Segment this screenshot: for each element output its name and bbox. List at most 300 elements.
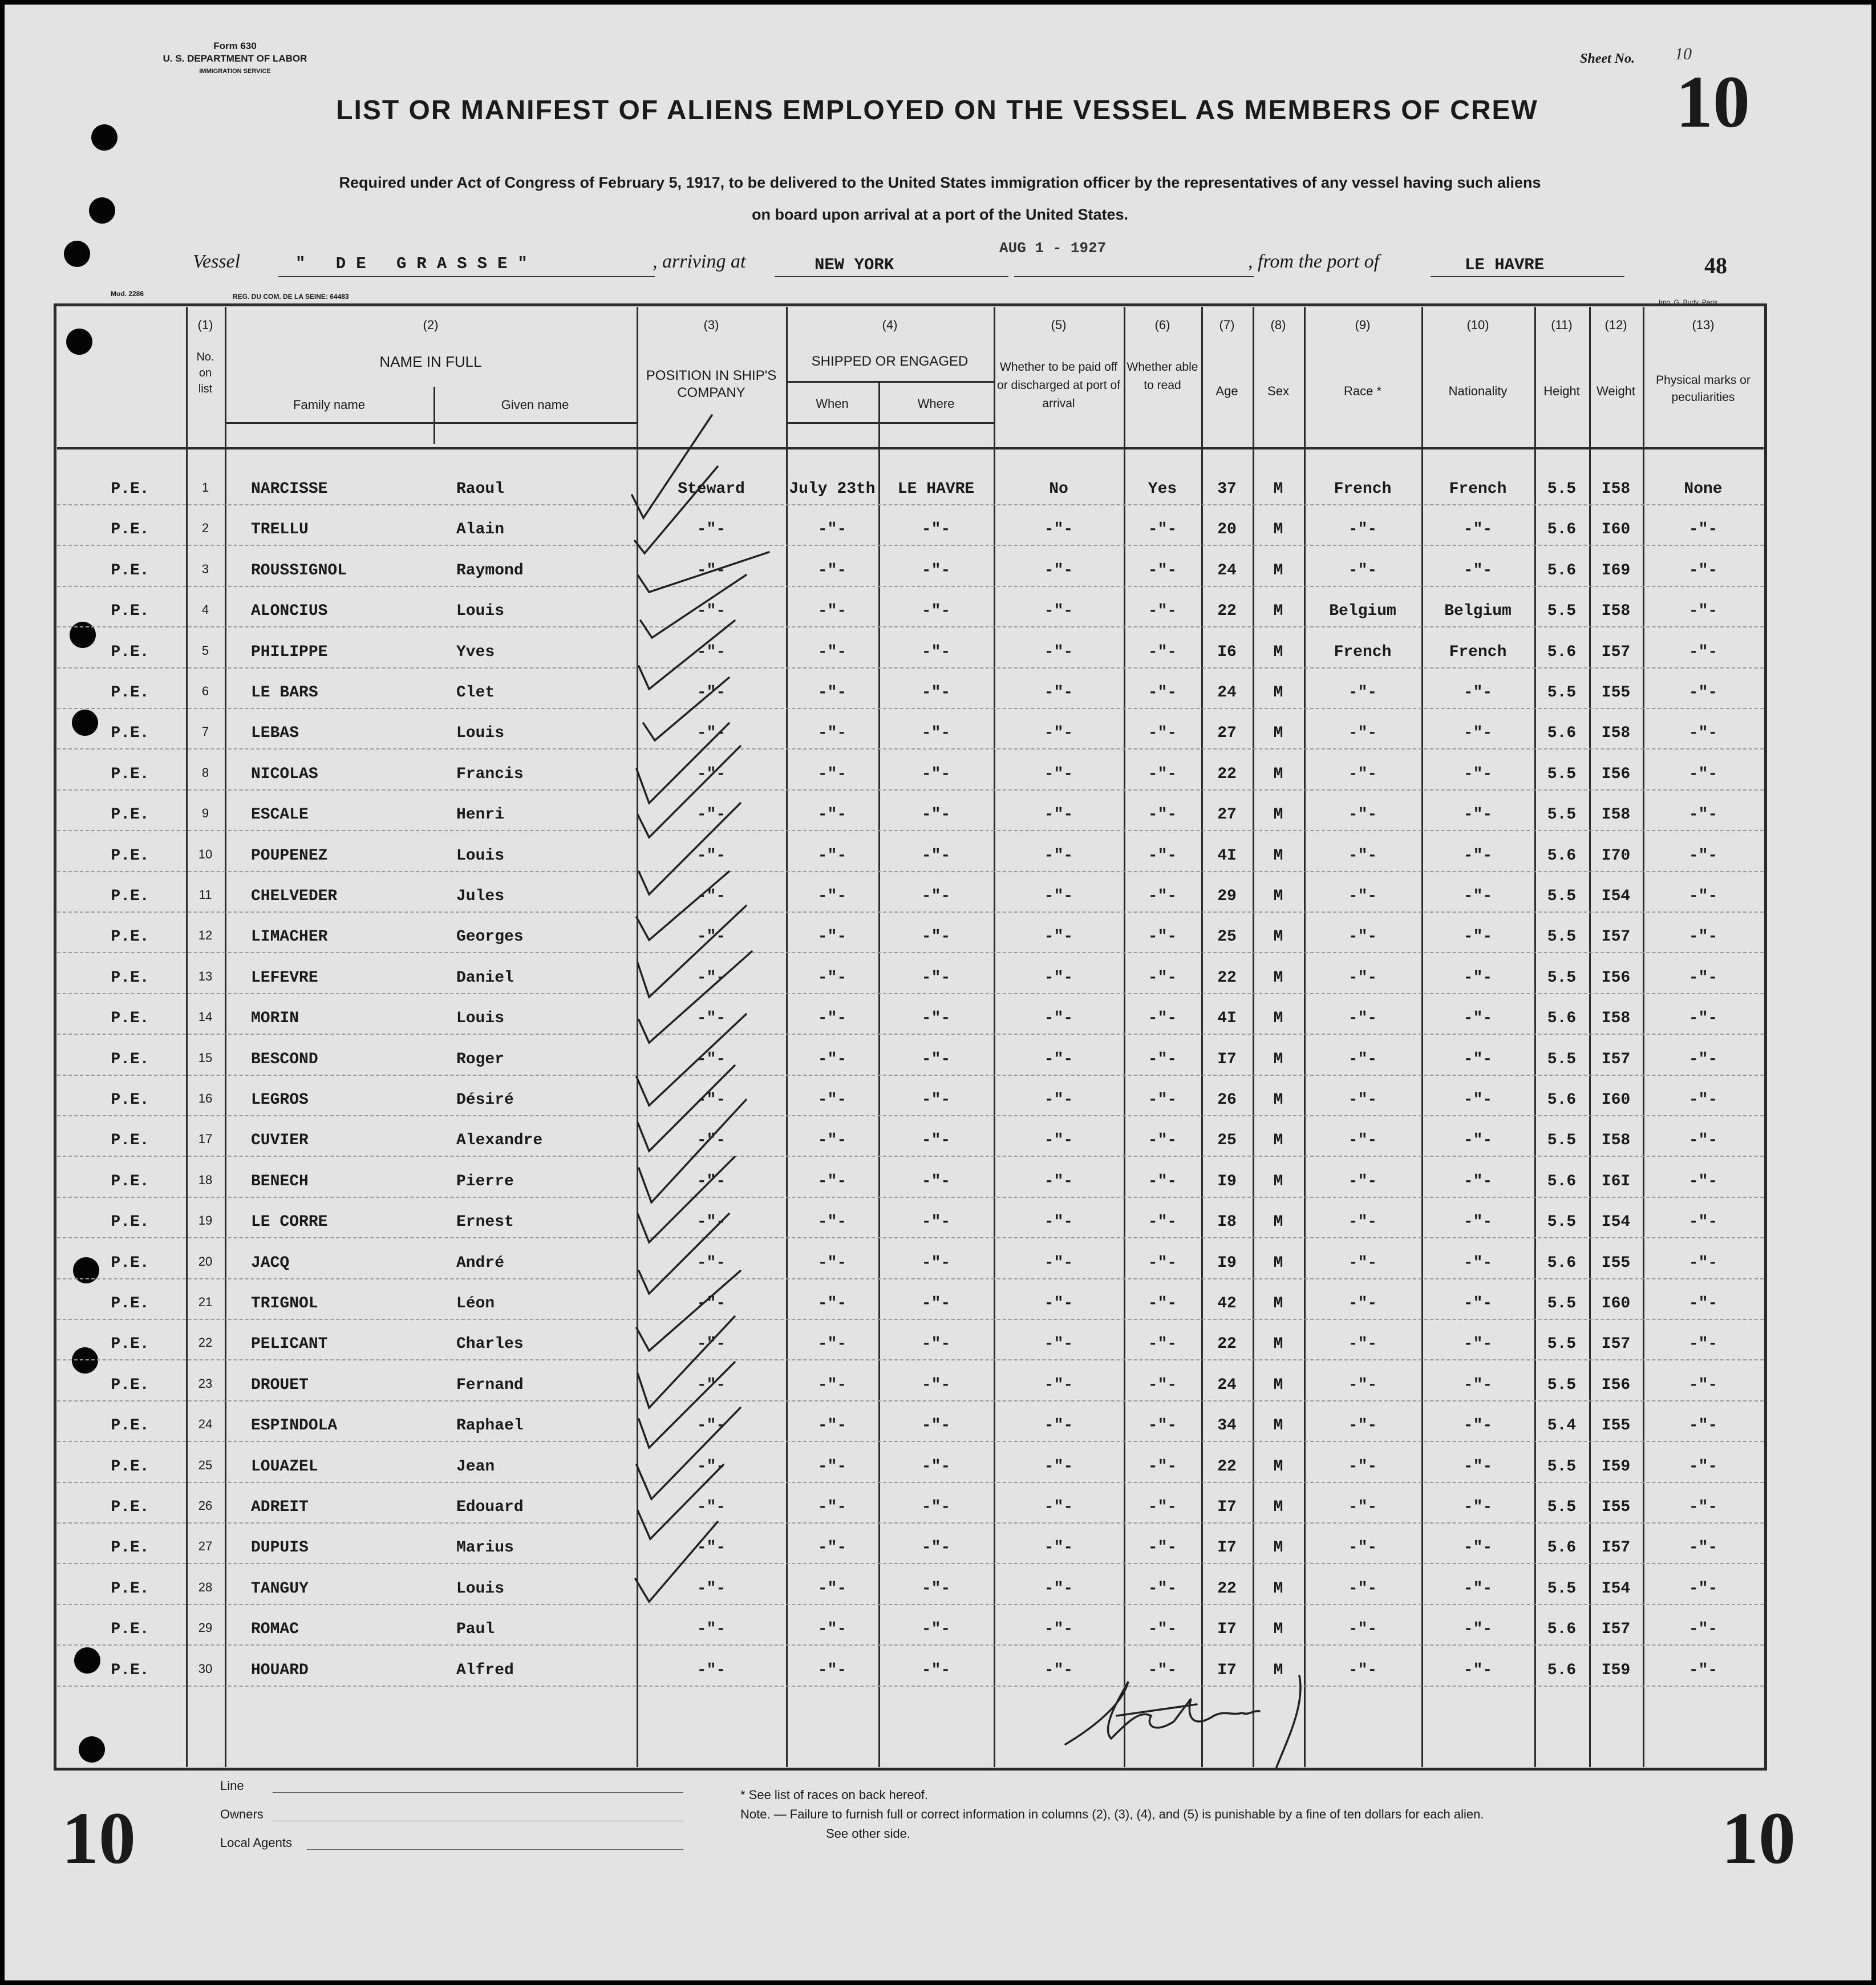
cell-when: -"-	[817, 1621, 847, 1638]
cell-paid: -"-	[1044, 1010, 1073, 1027]
cell-given: André	[456, 1254, 505, 1272]
cell-height: 5.4	[1547, 1417, 1577, 1435]
cell-height: 5.5	[1547, 1213, 1577, 1231]
cell-pre: P.E.	[111, 480, 149, 498]
cell-when: -"-	[817, 1498, 847, 1516]
cell-when: -"-	[817, 684, 847, 702]
row-rule	[57, 1237, 1764, 1238]
manifest-page	[5, 5, 1871, 1980]
cell-pre: P.E.	[111, 724, 149, 742]
cell-given: Raoul	[456, 480, 505, 498]
cell-pre: P.E.	[111, 602, 149, 620]
cell-given: Louis	[456, 1010, 505, 1027]
cell-height: 5.5	[1547, 765, 1577, 783]
col-4-number: (4)	[882, 318, 898, 332]
cell-read: -"-	[1148, 1417, 1177, 1435]
checkmark	[638, 1465, 723, 1539]
mod-number: Mod. 2286	[111, 290, 144, 298]
cell-given: Edouard	[456, 1498, 524, 1516]
department: U. S. DEPARTMENT OF LABOR	[163, 53, 307, 64]
cell-marks: -"-	[1688, 1621, 1718, 1638]
cell-paid: -"-	[1044, 1539, 1073, 1557]
cell-pre: P.E.	[111, 888, 149, 905]
row-rule	[57, 1644, 1764, 1646]
cell-given: Pierre	[456, 1173, 514, 1190]
cell-sex: M	[1273, 1051, 1283, 1068]
cell-where: -"-	[921, 1662, 951, 1679]
cell-read: -"-	[1148, 1335, 1177, 1353]
cell-nat: -"-	[1463, 724, 1493, 742]
punch-hole	[91, 124, 117, 151]
cell-marks: -"-	[1688, 521, 1718, 538]
checkmark	[639, 1214, 729, 1294]
cell-sex: M	[1273, 1580, 1283, 1598]
cell-read: -"-	[1148, 1091, 1177, 1109]
cell-position: -"-	[696, 1254, 726, 1272]
cell-position: -"-	[696, 847, 726, 865]
row-rule	[57, 1075, 1764, 1076]
cell-read: -"-	[1148, 1051, 1177, 1068]
cell-nat: -"-	[1463, 1091, 1493, 1109]
cell-height: 5.6	[1547, 1173, 1577, 1190]
cell-position: -"-	[696, 521, 726, 538]
cell-paid: -"-	[1044, 684, 1073, 702]
cell-no: 22	[198, 1335, 213, 1350]
checkmark	[632, 415, 712, 518]
cell-marks: -"-	[1688, 684, 1718, 702]
cell-family: ESPINDOLA	[251, 1417, 338, 1435]
cell-family: JACQ	[251, 1254, 290, 1272]
cell-age: 27	[1217, 724, 1237, 742]
cell-no: 2	[201, 521, 209, 535]
cell-paid: -"-	[1044, 1417, 1073, 1435]
cell-sex: M	[1273, 1417, 1283, 1435]
cell-marks: -"-	[1688, 1662, 1718, 1679]
cell-nat: Belgium	[1444, 602, 1512, 620]
form-header	[127, 40, 343, 78]
col-13-header: Physical marks or peculiarities	[1656, 374, 1751, 404]
col-6-header: Whether able to read	[1127, 360, 1198, 392]
cell-marks: -"-	[1688, 1335, 1718, 1353]
cell-read: -"-	[1148, 1621, 1177, 1638]
cell-pre: P.E.	[111, 1539, 149, 1557]
cell-when: -"-	[817, 928, 847, 946]
cell-sex: M	[1273, 643, 1283, 661]
arriving-label: , arriving at	[653, 251, 746, 272]
cell-when: -"-	[817, 806, 847, 824]
cell-height: 5.5	[1547, 969, 1577, 987]
checkmarks-overlay	[603, 404, 803, 1693]
cell-read: -"-	[1148, 643, 1177, 661]
cell-family: LOUAZEL	[251, 1458, 318, 1476]
cell-race: -"-	[1348, 1662, 1377, 1679]
cell-family: POUPENEZ	[251, 847, 328, 865]
cell-position: -"-	[696, 969, 726, 987]
subtitle-line-2: on board upon arrival at a port of the United States.	[751, 206, 1129, 223]
cell-weight: I58	[1601, 1010, 1631, 1027]
punch-hole	[89, 197, 115, 224]
cell-where: -"-	[921, 847, 951, 865]
cell-weight: I55	[1601, 684, 1631, 702]
cell-race: -"-	[1348, 928, 1377, 946]
cell-when: -"-	[817, 1539, 847, 1557]
cell-where: -"-	[921, 888, 951, 905]
cell-height: 5.5	[1547, 480, 1577, 498]
cell-family: ROUSSIGNOL	[251, 562, 347, 580]
cell-no: 13	[198, 969, 213, 983]
row-rule	[57, 952, 1764, 953]
cell-when: -"-	[817, 724, 847, 742]
col-9-number: (9)	[1355, 318, 1371, 332]
cell-where: -"-	[921, 1173, 951, 1190]
cell-marks: -"-	[1688, 1458, 1718, 1476]
cell-sex: M	[1273, 1010, 1283, 1027]
cell-read: -"-	[1148, 521, 1177, 538]
col-5-header: Whether to be paid off or discharged at port of arrival	[997, 360, 1120, 410]
cell-when: -"-	[817, 602, 847, 620]
cell-sex: M	[1273, 806, 1283, 824]
cell-nat: -"-	[1463, 1662, 1493, 1679]
cell-no: 5	[201, 643, 209, 658]
cell-marks: -"-	[1688, 1213, 1718, 1231]
cell-age: 22	[1217, 1335, 1237, 1353]
cell-marks: -"-	[1688, 888, 1718, 905]
cell-age: 27	[1217, 806, 1237, 824]
cell-age: 4I	[1217, 1010, 1237, 1027]
cell-paid: -"-	[1044, 1458, 1073, 1476]
cell-race: -"-	[1348, 1458, 1377, 1476]
row-rule	[57, 1604, 1764, 1605]
cell-where: -"-	[921, 765, 951, 783]
cell-read: -"-	[1148, 724, 1177, 742]
cell-age: I6	[1217, 643, 1237, 661]
subtitle-line-1: Required under Act of Congress of February 5, 1917, to be delivered to the United States immigration officer by the representatives of any vessel having such aliens	[339, 174, 1541, 191]
checkmark	[637, 1408, 740, 1499]
cell-where: -"-	[921, 969, 951, 987]
from-port: LE HAVRE	[1465, 256, 1545, 274]
cell-sex: M	[1273, 1132, 1283, 1149]
checkmark	[638, 1066, 735, 1151]
cell-nat: -"-	[1463, 684, 1493, 702]
cell-weight: I58	[1601, 480, 1631, 498]
cell-family: PELICANT	[251, 1335, 328, 1353]
cell-read: -"-	[1148, 1295, 1177, 1312]
sheet-number-bottom-right: 10	[1721, 1797, 1796, 1879]
cell-age: I8	[1217, 1213, 1237, 1231]
cell-where: -"-	[921, 562, 951, 580]
cell-when: -"-	[817, 1254, 847, 1272]
cell-no: 15	[198, 1051, 213, 1065]
cell-given: Léon	[456, 1295, 495, 1312]
cell-age: 22	[1217, 969, 1237, 987]
cell-nat: -"-	[1463, 1173, 1493, 1190]
cell-given: Louis	[456, 847, 505, 865]
cell-when: -"-	[817, 1051, 847, 1068]
cell-marks: -"-	[1688, 602, 1718, 620]
cell-nat: French	[1449, 643, 1507, 661]
cell-pre: P.E.	[111, 1335, 149, 1353]
cell-read: -"-	[1148, 847, 1177, 865]
col-7-number: (7)	[1219, 318, 1235, 332]
cell-read: -"-	[1148, 1254, 1177, 1272]
cell-height: 5.6	[1547, 643, 1577, 661]
cell-when: -"-	[817, 847, 847, 865]
cell-position: -"-	[696, 888, 726, 905]
cell-where: -"-	[921, 1458, 951, 1476]
cell-nat: -"-	[1463, 1376, 1493, 1394]
row-rule	[57, 748, 1764, 750]
cell-when: -"-	[817, 1376, 847, 1394]
cell-position: -"-	[696, 1458, 726, 1476]
cell-nat: -"-	[1463, 969, 1493, 987]
cell-no: 8	[201, 765, 209, 780]
cell-when: -"-	[817, 1417, 847, 1435]
sheet-number-handwritten: 10	[1675, 44, 1692, 63]
cell-age: 25	[1217, 928, 1237, 946]
cell-height: 5.6	[1547, 847, 1577, 865]
cell-no: 24	[198, 1417, 213, 1431]
col-4b-header: Where	[917, 396, 955, 411]
printer: Imp. G. Budy, Paris	[1659, 298, 1718, 306]
cell-family: TRELLU	[251, 521, 309, 538]
cell-weight: I58	[1601, 1132, 1631, 1149]
cell-height: 5.6	[1547, 1010, 1577, 1027]
cell-weight: I56	[1601, 969, 1631, 987]
cell-given: Louis	[456, 1580, 505, 1598]
cell-race: -"-	[1348, 969, 1377, 987]
cell-marks: -"-	[1688, 1376, 1718, 1394]
cell-no: 25	[198, 1458, 213, 1472]
col-3-number: (3)	[703, 318, 719, 332]
cell-where: -"-	[921, 1051, 951, 1068]
cell-age: 22	[1217, 1580, 1237, 1598]
cell-paid: -"-	[1044, 806, 1073, 824]
cell-where: -"-	[921, 1580, 951, 1598]
from-label: , from the port of	[1248, 251, 1380, 272]
cell-no: 19	[198, 1213, 213, 1228]
cell-marks: -"-	[1688, 724, 1718, 742]
cell-height: 5.6	[1547, 1254, 1577, 1272]
col-12-header: Weight	[1596, 384, 1636, 398]
cell-nat: -"-	[1463, 847, 1493, 865]
cell-pre: P.E.	[111, 521, 149, 538]
cell-height: 5.6	[1547, 1091, 1577, 1109]
cell-position: -"-	[696, 1213, 726, 1231]
signature	[1060, 1659, 1322, 1779]
cell-sex: M	[1273, 1662, 1283, 1679]
cell-given: Alfred	[456, 1662, 514, 1679]
row-rule	[57, 1522, 1764, 1524]
cell-nat: -"-	[1463, 1621, 1493, 1638]
cell-read: -"-	[1148, 684, 1177, 702]
cell-marks: None	[1684, 480, 1723, 498]
cell-marks: -"-	[1688, 1295, 1718, 1312]
cell-family: DUPUIS	[251, 1539, 309, 1557]
row-rule	[57, 1359, 1764, 1360]
cell-no: 6	[201, 684, 209, 698]
cell-marks: -"-	[1688, 765, 1718, 783]
cell-position: -"-	[696, 765, 726, 783]
cell-pre: P.E.	[111, 969, 149, 987]
cell-position: -"-	[696, 643, 726, 661]
punch-hole	[64, 241, 90, 267]
cell-pre: P.E.	[111, 1051, 149, 1068]
cell-pre: P.E.	[111, 1213, 149, 1231]
cell-marks: -"-	[1688, 1498, 1718, 1516]
cell-paid: -"-	[1044, 1213, 1073, 1231]
cell-where: -"-	[921, 1621, 951, 1638]
cell-paid: -"-	[1044, 765, 1073, 783]
cell-where: -"-	[921, 1335, 951, 1353]
cell-family: MORIN	[251, 1010, 299, 1027]
checkmark	[641, 575, 746, 638]
cell-read: -"-	[1148, 1539, 1177, 1557]
cell-pre: P.E.	[111, 1010, 149, 1027]
cell-family: TRIGNOL	[251, 1295, 318, 1312]
cell-paid: -"-	[1044, 1621, 1073, 1638]
cell-weight: I56	[1601, 1376, 1631, 1394]
cell-no: 26	[198, 1498, 213, 1513]
cell-nat: -"-	[1463, 521, 1493, 538]
race-note: * See list of races on back hereof.	[740, 1788, 928, 1802]
cell-marks: -"-	[1688, 1132, 1718, 1149]
cell-position: -"-	[696, 1580, 726, 1598]
col-7-header: Age	[1215, 384, 1238, 398]
cell-race: -"-	[1348, 765, 1377, 783]
cell-nat: -"-	[1463, 928, 1493, 946]
cell-race: -"-	[1348, 1498, 1377, 1516]
cell-marks: -"-	[1688, 928, 1718, 946]
cell-pre: P.E.	[111, 562, 149, 580]
cell-age: 24	[1217, 562, 1237, 580]
cell-family: BENECH	[251, 1173, 309, 1190]
cell-paid: -"-	[1044, 1091, 1073, 1109]
cell-height: 5.6	[1547, 1621, 1577, 1638]
cell-position: -"-	[696, 602, 726, 620]
cell-pre: P.E.	[111, 1173, 149, 1190]
cell-sex: M	[1273, 1295, 1283, 1312]
cell-pre: P.E.	[111, 1295, 149, 1312]
row-rule	[57, 1563, 1764, 1564]
cell-race: -"-	[1348, 1417, 1377, 1435]
cell-paid: -"-	[1044, 1295, 1073, 1312]
cell-where: -"-	[921, 1417, 951, 1435]
date-stamp: AUG 1 - 1927	[999, 240, 1107, 257]
cell-race: -"-	[1348, 1213, 1377, 1231]
cell-sex: M	[1273, 724, 1283, 742]
cell-position: -"-	[696, 806, 726, 824]
cell-weight: I60	[1601, 1091, 1631, 1109]
cell-no: 11	[198, 888, 212, 902]
cell-where: -"-	[921, 643, 951, 661]
cell-race: -"-	[1348, 1376, 1377, 1394]
cell-no: 30	[198, 1662, 213, 1676]
cell-pre: P.E.	[111, 684, 149, 702]
row-rule	[57, 912, 1764, 913]
cell-weight: I55	[1601, 1254, 1631, 1272]
cell-read: -"-	[1148, 765, 1177, 783]
cell-read: -"-	[1148, 1213, 1177, 1231]
cell-position: -"-	[696, 1051, 726, 1068]
cell-age: I7	[1217, 1621, 1237, 1638]
cell-where: -"-	[921, 1254, 951, 1272]
sheet-number-label: Sheet No.	[1580, 51, 1635, 66]
cell-no: 9	[201, 806, 209, 820]
col-3-header: POSITION IN SHIP'S COMPANY	[646, 368, 777, 400]
cell-where: -"-	[921, 806, 951, 824]
cell-position: -"-	[696, 1417, 726, 1435]
cell-nat: -"-	[1463, 1254, 1493, 1272]
cell-weight: I57	[1601, 1621, 1631, 1638]
cell-pre: P.E.	[111, 1458, 149, 1476]
cell-paid: No	[1049, 480, 1068, 498]
cell-paid: -"-	[1044, 928, 1073, 946]
col-2-number: (2)	[423, 318, 439, 332]
cell-position: -"-	[696, 1621, 726, 1638]
cell-height: 5.6	[1547, 1539, 1577, 1557]
cell-no: 10	[198, 847, 213, 861]
cell-weight: I56	[1601, 765, 1631, 783]
cell-when: -"-	[817, 1580, 847, 1598]
cell-race: -"-	[1348, 888, 1377, 905]
cell-family: NICOLAS	[251, 765, 318, 783]
cell-family: TANGUY	[251, 1580, 309, 1598]
row-rule	[57, 993, 1764, 994]
cell-race: -"-	[1348, 684, 1377, 702]
cell-age: 25	[1217, 1132, 1237, 1149]
cell-no: 28	[198, 1580, 213, 1594]
col-2a-header: Family name	[293, 398, 365, 412]
cell-marks: -"-	[1688, 1173, 1718, 1190]
cell-read: -"-	[1148, 1458, 1177, 1476]
row-rule	[57, 1034, 1764, 1035]
cell-age: I9	[1217, 1254, 1237, 1272]
cell-given: Henri	[456, 806, 505, 824]
checkmark	[639, 803, 740, 894]
cell-no: 7	[201, 724, 209, 739]
cell-when: -"-	[817, 562, 847, 580]
cell-position: -"-	[696, 1091, 726, 1109]
cell-race: -"-	[1348, 1621, 1377, 1638]
col-8-number: (8)	[1270, 318, 1286, 332]
cell-when: -"-	[817, 1091, 847, 1109]
cell-where: -"-	[921, 1132, 951, 1149]
cell-paid: -"-	[1044, 1335, 1073, 1353]
checkmark	[637, 1271, 740, 1351]
cell-where: -"-	[921, 521, 951, 538]
col-2-header: NAME IN FULL	[379, 353, 482, 370]
cell-given: Raymond	[456, 562, 524, 580]
cell-weight: I54	[1601, 1213, 1631, 1231]
cell-height: 5.5	[1547, 684, 1577, 702]
cell-when: -"-	[817, 1173, 847, 1190]
cell-given: Louis	[456, 602, 505, 620]
row-rule	[57, 626, 1764, 627]
cell-position: -"-	[696, 1539, 726, 1557]
cell-read: -"-	[1148, 928, 1177, 946]
row-rule	[57, 1115, 1764, 1116]
col-5-number: (5)	[1051, 318, 1067, 332]
cell-age: 22	[1217, 1458, 1237, 1476]
cell-given: Daniel	[456, 969, 514, 987]
cell-nat: -"-	[1463, 1458, 1493, 1476]
cell-age: I7	[1217, 1662, 1237, 1679]
cell-pre: P.E.	[111, 1498, 149, 1516]
cell-where: -"-	[921, 1376, 951, 1394]
cell-pre: P.E.	[111, 1580, 149, 1598]
col-8-header: Sex	[1267, 384, 1289, 398]
cell-read: Yes	[1148, 480, 1177, 498]
